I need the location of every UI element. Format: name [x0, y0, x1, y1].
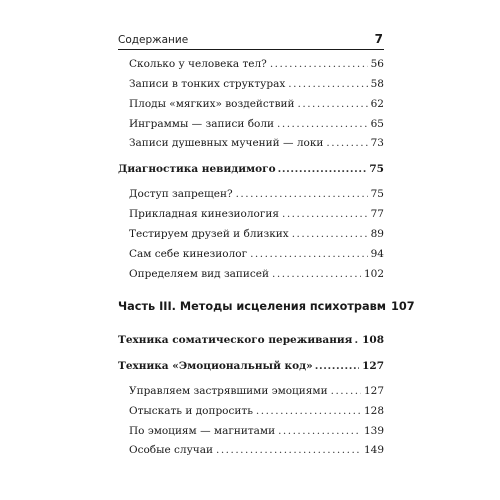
toc-leader-dots	[326, 137, 367, 149]
toc-entry-label: Доступ запрещен?	[129, 188, 233, 200]
toc-leader-dots	[298, 98, 368, 110]
header-page-number: 7	[374, 32, 383, 46]
toc-entry-label: Особые случаи	[129, 444, 213, 456]
toc-part[interactable]	[118, 300, 415, 316]
toc-entry-label: Записи душевных мучений — локи	[129, 137, 324, 149]
toc-section-page: 108	[362, 334, 384, 346]
toc-entry-page: 77	[370, 208, 384, 220]
toc-entry-page: 127	[363, 385, 384, 397]
toc-entry-page: 73	[370, 137, 384, 149]
toc-section-label: Техника «Эмоциональный код»	[118, 360, 313, 372]
toc-entry-page: 56	[370, 58, 384, 70]
toc-section[interactable]	[118, 163, 384, 179]
toc-leader-dots	[216, 444, 361, 456]
toc-entry-label: Записи в тонких структурах	[129, 78, 286, 90]
toc-part-page: 107	[391, 300, 415, 313]
toc-part-label: Часть III. Методы исцеления психотравм	[118, 300, 386, 313]
toc-entry[interactable]	[129, 78, 384, 94]
toc-leader-dots	[278, 425, 361, 437]
toc-entry-label: Сколько у человека тел?	[129, 58, 267, 70]
toc-leader-dots	[272, 268, 361, 280]
toc-entry[interactable]	[129, 208, 384, 224]
toc-leader-dots	[278, 163, 367, 175]
toc-entry-page: 89	[370, 228, 384, 240]
toc-entry[interactable]	[129, 405, 384, 421]
toc-leader-dots	[277, 118, 368, 130]
running-header	[118, 33, 384, 50]
toc-entry[interactable]	[129, 228, 384, 244]
toc-entry[interactable]	[129, 58, 384, 74]
toc-entry-label: По эмоциям — магнитами	[129, 425, 276, 437]
toc-leader-dots	[288, 78, 367, 90]
toc-entry[interactable]	[129, 385, 384, 401]
toc-entry-page: 65	[370, 118, 384, 130]
toc-leader-dots	[331, 385, 361, 397]
toc-entry[interactable]	[129, 268, 384, 284]
toc-section-label: Техника соматического переживания	[118, 334, 353, 346]
header-title: Содержание	[118, 34, 189, 46]
toc-leader-dots	[250, 248, 368, 260]
toc-entry-label: Сам себе кинезиолог	[129, 248, 248, 260]
toc-entry-page: 128	[363, 405, 384, 417]
toc-entry[interactable]	[129, 425, 384, 441]
toc-entry[interactable]	[129, 248, 384, 264]
toc-leader-dots	[256, 405, 361, 417]
toc-section-page: 127	[362, 360, 384, 372]
toc-entry-label: Определяем вид записей	[129, 268, 270, 280]
toc-entry[interactable]	[129, 188, 384, 204]
toc-entry-page: 75	[370, 188, 384, 200]
toc-entry-page: 58	[370, 78, 384, 90]
toc-entry-label: Тестируем друзей и близких	[129, 228, 289, 240]
toc-entry-page: 94	[370, 248, 384, 260]
toc-entry-label: Инграммы — записи боли	[129, 118, 275, 130]
toc-entry-page: 139	[363, 425, 384, 437]
toc-section-page: 75	[369, 163, 384, 175]
toc-entry-page: 62	[370, 98, 384, 110]
toc-leader-dots	[236, 188, 368, 200]
toc-entry-label: Плоды «мягких» воздействий	[129, 98, 295, 110]
toc-leader-dots	[354, 334, 359, 346]
toc-entry[interactable]	[129, 118, 384, 134]
toc-entry-page: 149	[363, 444, 384, 456]
toc-entry-page: 102	[363, 268, 384, 280]
toc-entry[interactable]	[129, 444, 384, 460]
toc-leader-dots	[292, 228, 368, 240]
toc-entry[interactable]	[129, 98, 384, 114]
toc-leader-dots	[282, 208, 368, 220]
toc-entry-label: Отыскать и допросить	[129, 405, 253, 417]
toc-entry[interactable]	[129, 137, 384, 153]
toc-entry-label: Прикладная кинезиология	[129, 208, 279, 220]
toc-entry-label: Управляем застрявшими эмоциями	[129, 385, 328, 397]
toc-section[interactable]	[118, 334, 384, 350]
toc-leader-dots	[270, 58, 368, 70]
toc-section[interactable]	[118, 360, 384, 376]
toc-leader-dots	[315, 360, 359, 372]
toc-section-label: Диагностика невидимого	[118, 163, 276, 175]
